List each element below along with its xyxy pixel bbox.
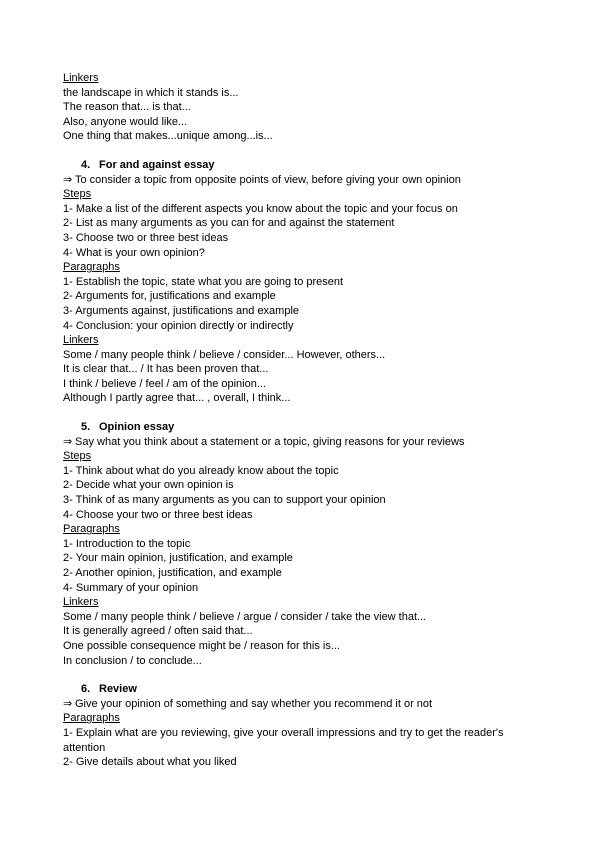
linkers-heading: Linkers [63, 596, 99, 609]
linker-line: It is generally agreed / often said that... [63, 625, 253, 638]
section-number: 4. [81, 158, 91, 171]
section-heading-review [63, 682, 543, 697]
section-intro [63, 173, 543, 188]
step-item: 3- Think of as many arguments as you can to support your opinion [63, 494, 386, 507]
spacer [63, 406, 543, 420]
steps-heading: Steps [63, 450, 92, 463]
paragraph-item: 1- Explain what are you reviewing, give your overall impressions and try to get the reader's attention [63, 726, 504, 754]
intro-text: Say what you think about a statement or a topic, giving reasons for your reviews [75, 435, 465, 448]
intro-text: Give your opinion of something and say whether you recommend it or not [75, 697, 433, 710]
section-title: Opinion essay [99, 421, 175, 434]
section-title: For and against essay [99, 158, 215, 171]
step-item: 4- What is your own opinion? [63, 246, 205, 259]
paragraph-item: 4- Conclusion: your opinion directly or indirectly [63, 319, 294, 332]
linker-line: the landscape in which it stands is... [63, 86, 239, 99]
linker-line: I think / believe / feel / am of the opinion... [63, 377, 267, 390]
right-arrow-icon: ⇒ [63, 697, 73, 710]
linkers-heading: Linkers [63, 334, 99, 347]
paragraph-item: 2- Your main opinion, justification, and example [63, 552, 293, 565]
step-item: 3- Choose two or three best ideas [63, 231, 229, 244]
linker-line: The reason that... is that... [63, 101, 191, 114]
document-page [63, 71, 543, 770]
linker-line: It is clear that... / It has been proven that... [63, 363, 269, 376]
paragraph-item: 3- Arguments against, justifications and example [63, 304, 300, 317]
paragraph-item: 1- Introduction to the topic [63, 537, 191, 550]
spacer [63, 144, 543, 158]
paragraph-item: 2- Give details about what you liked [63, 756, 237, 769]
section-number: 5. [81, 421, 91, 434]
linker-line: Also, anyone would like... [63, 115, 188, 128]
section-intro [63, 697, 543, 712]
linker-line: Although I partly agree that... , overall, I think... [63, 392, 291, 405]
linker-line: Some / many people think / believe / consider... However, others... [63, 348, 386, 361]
linker-line: In conclusion / to conclude... [63, 654, 202, 667]
paragraph-item: 4- Summary of your opinion [63, 581, 199, 594]
step-item: 1- Think about what do you already know about the topic [63, 464, 339, 477]
steps-heading: Steps [63, 188, 92, 201]
spacer [63, 668, 543, 682]
right-arrow-icon: ⇒ [63, 435, 73, 448]
step-item: 2- Decide what your own opinion is [63, 479, 234, 492]
paragraph-item: 2- Another opinion, justification, and example [63, 567, 282, 579]
step-item: 1- Make a list of the different aspects you know about the topic and your focus on [63, 202, 458, 215]
paragraph-item: 1- Establish the topic, state what you are going to present [63, 275, 344, 288]
section-number: 6. [81, 683, 91, 696]
paragraphs-heading: Paragraphs [63, 523, 120, 536]
linker-line: One thing that makes...unique among...is... [63, 130, 273, 143]
section-heading-for-and-against [63, 158, 543, 173]
paragraphs-heading: Paragraphs [63, 712, 120, 725]
section-heading-opinion [63, 420, 543, 435]
section-intro [63, 435, 543, 450]
paragraphs-heading: Paragraphs [63, 261, 120, 274]
step-item: 2- List as many arguments as you can for and against the statement [63, 217, 395, 230]
section-title: Review [99, 683, 137, 696]
linker-line: One possible consequence might be / reason for this is... [63, 639, 340, 652]
linker-line: Some / many people think / believe / argue / consider / take the view that... [63, 610, 427, 623]
linkers-heading: Linkers [63, 72, 99, 84]
step-item: 4- Choose your two or three best ideas [63, 508, 253, 521]
paragraph-item: 2- Arguments for, justifications and example [63, 290, 276, 303]
right-arrow-icon: ⇒ [63, 173, 73, 186]
intro-text: To consider a topic from opposite points of view, before giving your own opinion [75, 173, 461, 186]
